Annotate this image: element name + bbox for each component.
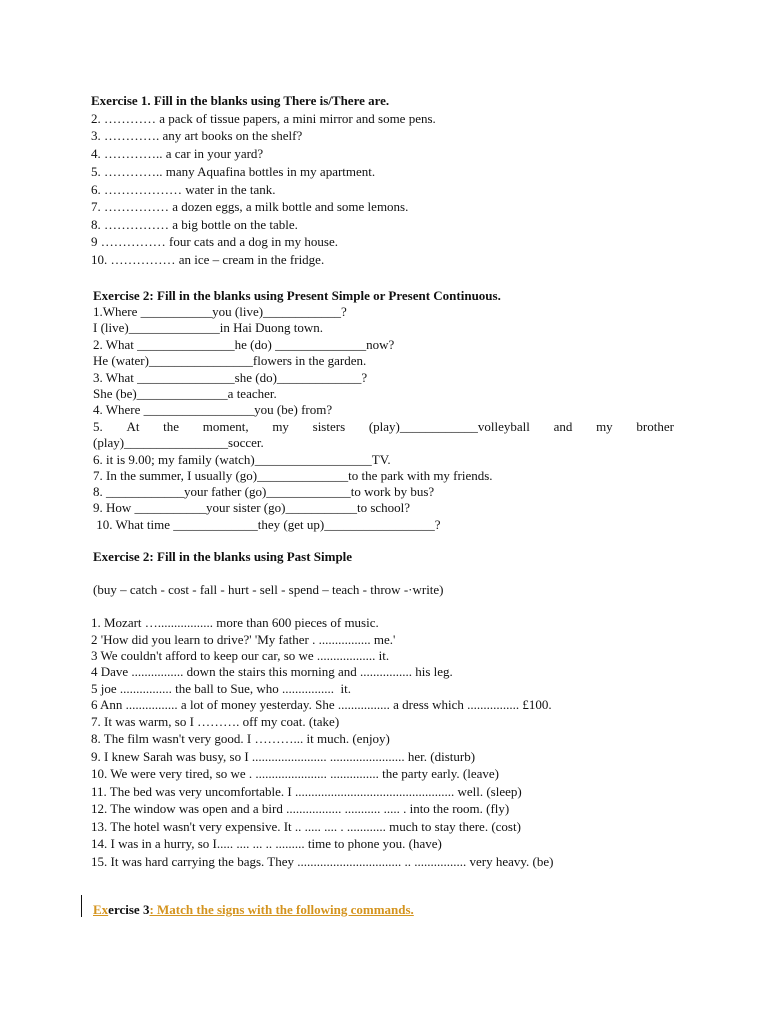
word: moment, xyxy=(202,419,249,434)
list-item: 2 'How did you learn to drive?' 'My father . ................ me.' xyxy=(91,632,396,647)
list-item: 10. What time _____________they (get up)_________________? xyxy=(93,517,441,532)
word: my xyxy=(272,419,289,434)
exercise-3-title-part2: ercise 3 xyxy=(108,902,150,917)
list-item: 6. ……………… water in the tank. xyxy=(91,182,276,197)
list-item: 2. ………… a pack of tissue papers, a mini mirror and some pens. xyxy=(91,111,436,126)
list-item: 3. …………. any art books on the shelf? xyxy=(91,128,303,143)
list-item: 6. it is 9.00; my family (watch)__________________TV. xyxy=(93,452,391,467)
text-cursor xyxy=(81,895,82,917)
word: brother xyxy=(636,419,674,434)
list-item: 14. I was in a hurry, so I..... .... ... .. ......... time to phone you. (have) xyxy=(91,836,442,851)
list-item: 3 We couldn't afford to keep our car, so we .................. it. xyxy=(91,648,390,663)
list-item: 6 Ann ................ a lot of money yesterday. She ................ a dress which ................ £100. xyxy=(91,697,552,712)
list-item: 9. How ___________your sister (go)___________to school? xyxy=(93,500,411,515)
list-item: 4. Where _________________you (be) from? xyxy=(93,402,333,417)
word: and xyxy=(553,419,573,434)
list-item: 7. It was warm, so I ………. off my coat. (take) xyxy=(91,714,340,729)
list-item: 4. ………….. a car in your yard? xyxy=(91,146,264,161)
word: 5. xyxy=(93,419,103,434)
list-item: 4 Dave ................ down the stairs this morning and ................ his leg. xyxy=(91,664,453,679)
list-item: 2. What _______________he (do) ______________now? xyxy=(93,337,395,352)
list-item: I (live)______________in Hai Duong town. xyxy=(93,320,324,335)
list-item: She (be)______________a teacher. xyxy=(93,386,277,401)
list-item: 1.Where ___________you (live)____________? xyxy=(93,304,347,319)
word: sisters xyxy=(312,419,346,434)
list-item: 5. ………….. many Aquafina bottles in my apartment. xyxy=(91,164,376,179)
list-item: 3. What _______________she (do)_____________? xyxy=(93,370,368,385)
list-item: 10. …………… an ice – cream in the fridge. xyxy=(91,252,325,267)
list-item: 5 joe ................ the ball to Sue, who ................ it. xyxy=(91,681,351,696)
exercise-3-title xyxy=(93,902,414,918)
list-item: 7. In the summer, I usually (go)______________to the park with my friends. xyxy=(93,468,493,483)
exercise-2b-title: Exercise 2: Fill in the blanks using Past Simple xyxy=(93,549,353,564)
list-item: 1. Mozart …................. more than 600 pieces of music. xyxy=(91,615,379,630)
exercise-3-title-part3: : Match the signs with the following commands. xyxy=(149,902,414,917)
list-item: 11. The bed was very uncomfortable. I ................................................. well. (sleep) xyxy=(91,784,522,799)
exercise-2-title: Exercise 2: Fill in the blanks using Present Simple or Present Continuous. xyxy=(93,288,501,303)
list-item: 8. The film wasn't very good. I ………... it much. (enjoy) xyxy=(91,731,390,746)
exercise-3-title-part1: Ex xyxy=(93,902,109,917)
word: At xyxy=(126,419,140,434)
word: the xyxy=(163,419,180,434)
exercise-1-title: Exercise 1. Fill in the blanks using There is/There are. xyxy=(91,93,390,108)
list-item: (play)________________soccer. xyxy=(93,435,264,450)
list-item: 7. …………… a dozen eggs, a milk bottle and some lemons. xyxy=(91,199,409,214)
word-bank: (buy – catch - cost - fall - hurt - sell - spend – teach - throw -·write) xyxy=(93,582,444,597)
list-item: He (water)________________flowers in the garden. xyxy=(93,353,367,368)
list-item: 8. …………… a big bottle on the table. xyxy=(91,217,298,232)
list-item: 9. I knew Sarah was busy, so I ....................... ....................... her. (disturb) xyxy=(91,749,476,764)
list-item: 8. ____________your father (go)_____________to work by bus? xyxy=(93,484,435,499)
list-item: 15. It was hard carrying the bags. They ................................ .. ................ very heavy. (be) xyxy=(91,854,554,869)
justified-line xyxy=(93,419,674,435)
list-item: 9 …………… four cats and a dog in my house. xyxy=(91,234,338,249)
list-item: 13. The hotel wasn't very expensive. It .. ..... .... . ............ much to stay there. (cost) xyxy=(91,819,521,834)
word: my xyxy=(596,419,613,434)
list-item: 12. The window was open and a bird ................. ........... ..... . into the room. (fly) xyxy=(91,801,510,816)
list-item: 10. We were very tired, so we . ...................... ............... the party early. (leave) xyxy=(91,766,499,781)
word: (play)____________volleyball xyxy=(368,419,530,434)
